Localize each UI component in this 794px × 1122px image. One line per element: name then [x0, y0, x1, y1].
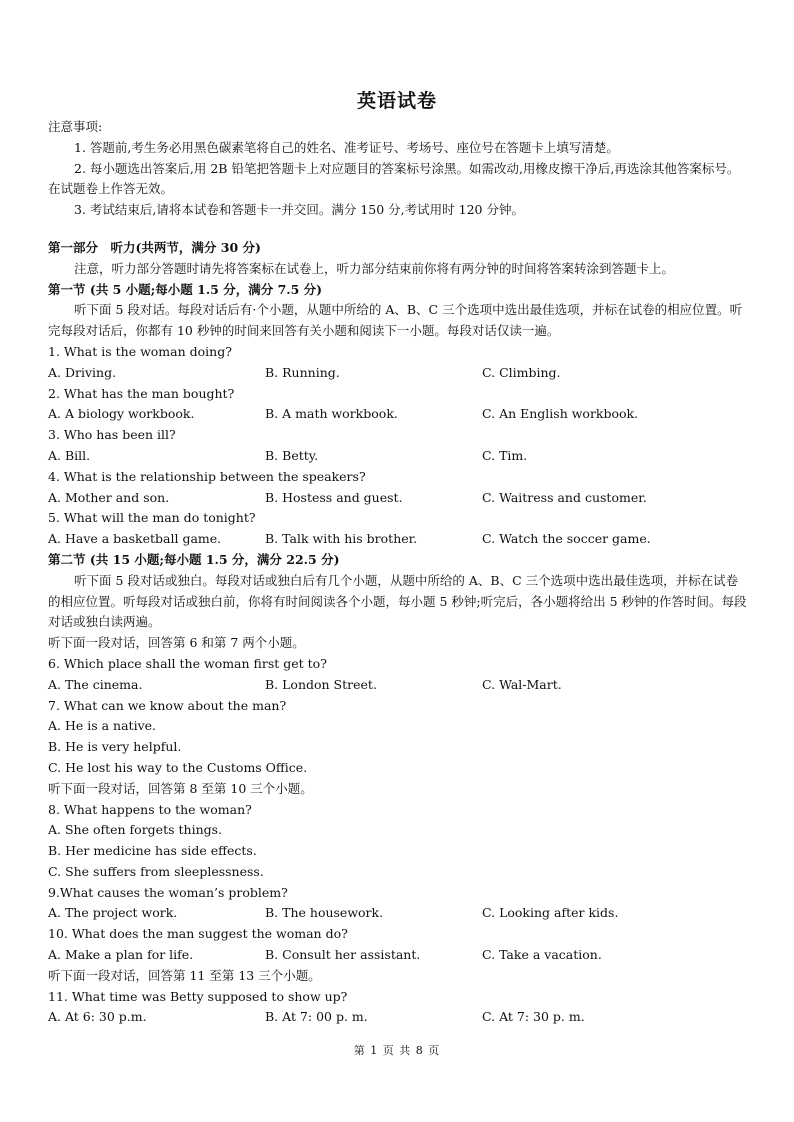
option-b: B. The housework. — [265, 905, 384, 921]
option-c: C. Tim. — [482, 447, 528, 463]
option-b: B. London Street. — [265, 676, 377, 692]
question-10: 10. What does the man suggest the woman do? — [48, 926, 348, 942]
question-9: 9.What causes the woman’s problem? — [48, 884, 288, 900]
option-a: A. Bill. — [48, 447, 91, 463]
question-2: 2. What has the man bought? — [48, 385, 235, 401]
option-a: A. The cinema. — [48, 676, 143, 692]
option-a: A. Mother and son. — [48, 489, 170, 505]
option-c: C. He lost his way to the Customs Office. — [48, 759, 308, 775]
question-8: 8. What happens to the woman? — [48, 801, 252, 817]
question-11: 11. What time was Betty supposed to show up? — [48, 988, 348, 1004]
question-3: 3. Who has been ill? — [48, 427, 176, 443]
notice-item-2: 2. 每小题选出答案后,用 2B 铅笔把答题卡上对应题目的答案标号涂黑。如需改动,用橡皮擦干净后,再选涂其他答案标号。在试题卷上作答无效。 — [48, 160, 740, 197]
option-b: B. Running. — [265, 364, 340, 380]
options-11 — [48, 1007, 748, 1028]
notice-item-3: 3. 考试结束后,请将本试卷和答题卡一并交回。满分 150 分,考试用时 120 分钟。 — [74, 202, 524, 218]
question-5: 5. What will the man do tonight? — [48, 510, 256, 526]
option-b: B. He is very helpful. — [48, 739, 182, 755]
section2-heading: 第二节 (共 15 小题;每小题 1.5 分，满分 22.5 分) — [48, 551, 340, 567]
options-10 — [48, 945, 748, 966]
option-b: B. At 7: 00 p. m. — [265, 1009, 368, 1025]
option-a: A. Have a basketball game. — [48, 531, 222, 547]
question-7: 7. What can we know about the man? — [48, 697, 287, 713]
option-b: B. Consult her assistant. — [265, 947, 421, 963]
spacer — [48, 221, 748, 238]
option-a: A. She often forgets things. — [48, 822, 223, 838]
option-b: B. A math workbook. — [265, 406, 398, 422]
exam-content — [48, 117, 748, 1028]
option-c: C. She suffers from sleeplessness. — [48, 863, 264, 879]
question-4: 4. What is the relationship between the speakers? — [48, 468, 366, 484]
group-instruction-3: 听下面一段对话，回答第 11 至第 13 三个小题。 — [48, 967, 321, 983]
section2-instructions: 听下面 5 段对话或独白。每段对话或独白后有几个小题，从题中所给的 A、B、C 三个选项中选出最佳选项，并标在试卷的相应位置。听每段对话或独白前，你将有时间阅读各个小题，每小题 5 秒钟;听完后，各小题将给出 5 秒钟的作答时间。每段对话或独白读两遍。 — [48, 572, 747, 630]
option-a: A. Driving. — [48, 364, 117, 380]
option-b: B. Talk with his brother. — [265, 531, 418, 547]
option-c: C. Climbing. — [482, 364, 561, 380]
notice-heading: 注意事项: — [48, 119, 103, 134]
page-title: 英语试卷 — [356, 90, 437, 112]
section1-instructions: 听下面 5 段对话。每段对话后有·个小题，从题中所给的 A、B、C 三个选项中选出最佳选项，并标在试卷的相应位置。听完每段对话后，你都有 10 秒钟的时间来回答有关小题和阅读下一小题。每段对话仅读一遍。 — [48, 302, 743, 339]
option-c: C. Take a vacation. — [482, 947, 602, 963]
option-b: B. Her medicine has side effects. — [48, 843, 257, 859]
part1-note: 注意，听力部分答题时请先将答案标在试卷上，听力部分结束前你将有两分钟的时间将答案转涂到答题卡上。 — [74, 260, 675, 276]
option-b: B. Betty. — [265, 447, 319, 463]
notice-item-1: 1. 答题前,考生务必用黑色碳素笔将自己的姓名、准考证号、考场号、座位号在答题卡上填写清楚。 — [74, 139, 619, 155]
option-a: A. He is a native. — [48, 718, 157, 734]
group-instruction-1: 听下面一段对话，回答第 6 和第 7 两个小题。 — [48, 635, 305, 651]
options-4 — [48, 488, 748, 509]
options-3 — [48, 446, 748, 467]
option-c: C. Waitress and customer. — [482, 489, 647, 505]
question-6: 6. Which place shall the woman first get to? — [48, 655, 327, 671]
group-instruction-2: 听下面一段对话，回答第 8 至第 10 三个小题。 — [48, 780, 313, 796]
options-6 — [48, 675, 748, 696]
option-a: A. A biology workbook. — [48, 406, 195, 422]
options-2 — [48, 404, 748, 425]
question-1: 1. What is the woman doing? — [48, 343, 232, 359]
options-9 — [48, 903, 748, 924]
options-5 — [48, 529, 748, 550]
part1-heading: 第一部分 听力(共两节，满分 30 分) — [48, 239, 261, 255]
section1-heading: 第一节 (共 5 小题;每小题 1.5 分，满分 7.5 分) — [48, 281, 323, 297]
page-number: 第 1 页 共 8 页 — [353, 1044, 441, 1057]
option-c: C. Watch the soccer game. — [482, 531, 651, 547]
option-c: C. An English workbook. — [482, 406, 639, 422]
option-a: A. The project work. — [48, 905, 178, 921]
option-a: A. Make a plan for life. — [48, 947, 194, 963]
option-a: A. At 6: 30 p.m. — [48, 1009, 147, 1025]
option-c: C. Looking after kids. — [482, 905, 619, 921]
option-c: C. Wal-Mart. — [482, 676, 562, 692]
options-1 — [48, 363, 748, 384]
option-c: C. At 7: 30 p. m. — [482, 1009, 585, 1025]
option-b: B. Hostess and guest. — [265, 489, 403, 505]
